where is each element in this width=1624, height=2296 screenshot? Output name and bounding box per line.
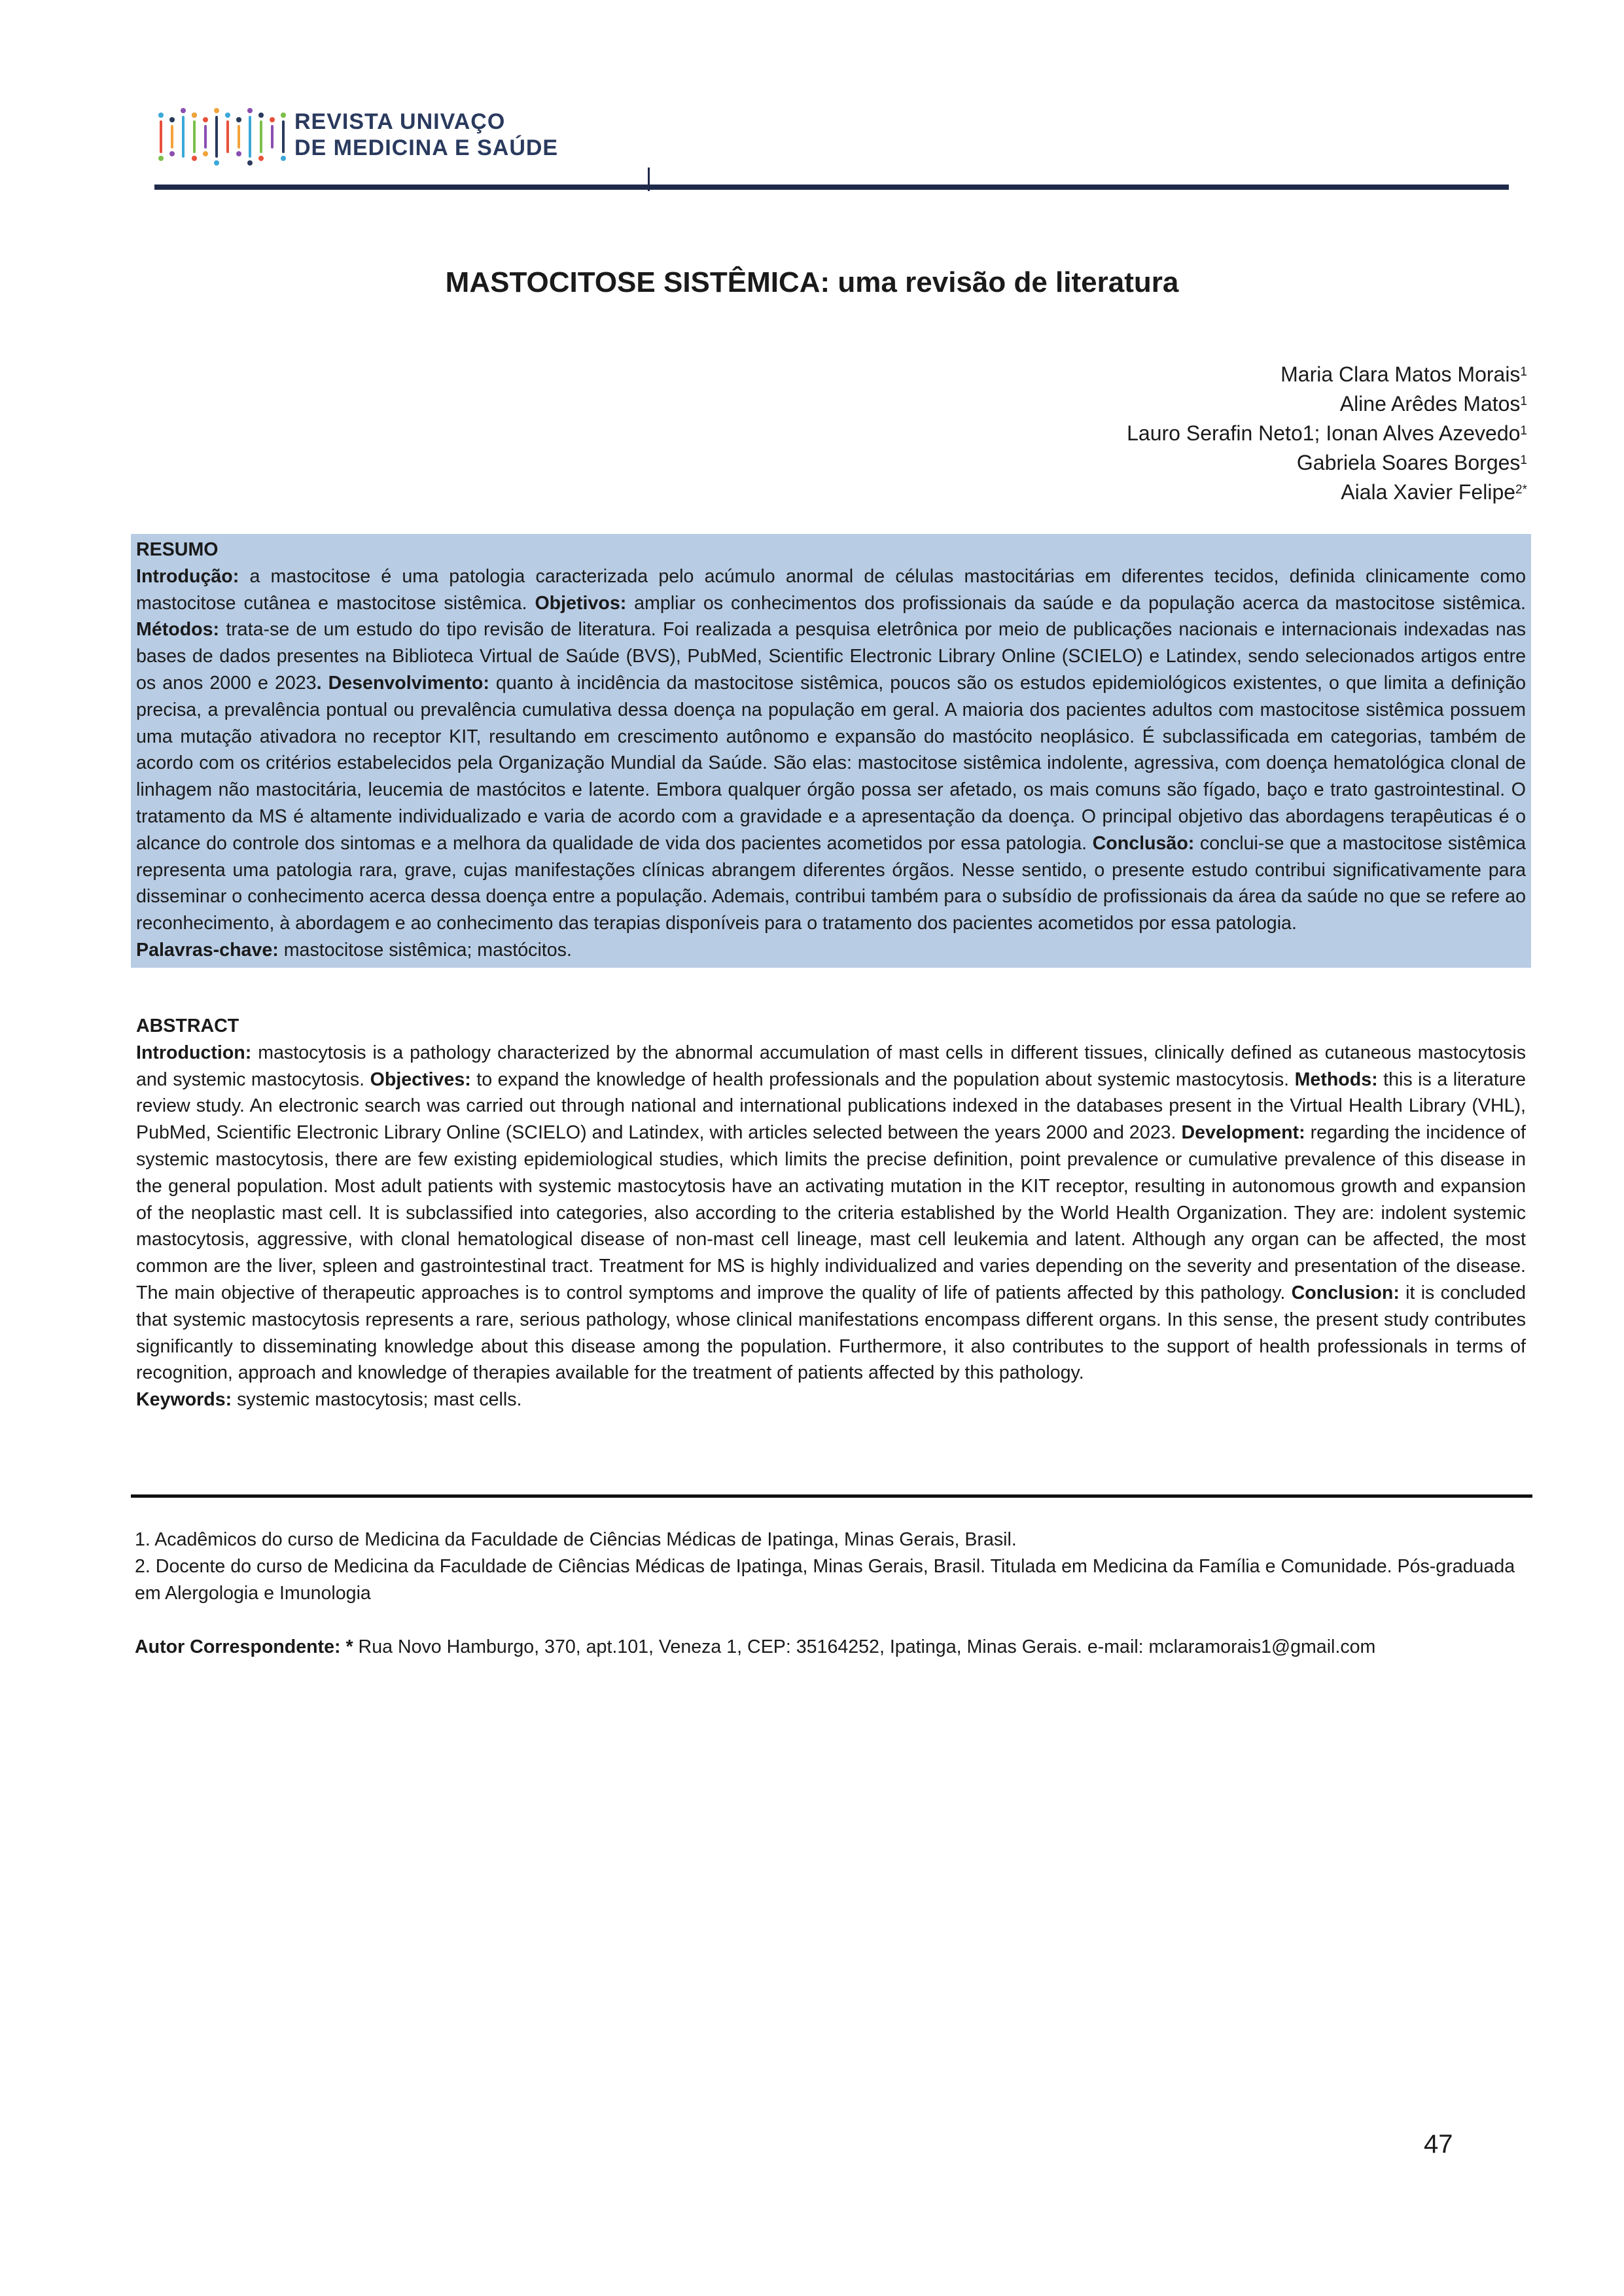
logo-bar xyxy=(160,120,162,153)
logo-bar xyxy=(171,125,173,149)
logo-dot xyxy=(225,113,230,118)
author: Aline Arêdes Matos$^1$ xyxy=(1339,392,1527,415)
journal-name-line1: REVISTA UNIVAÇO xyxy=(294,109,506,134)
logo-dot xyxy=(181,108,186,113)
footnote-rule xyxy=(131,1494,1532,1498)
logo-bar xyxy=(282,120,285,153)
abstract-section xyxy=(131,1013,1531,1413)
abstract-body: Introduction: mastocytosis is a pathology characterized by the abnormal accumulation of mast cells in different tissues, clinically defined as cutaneous mastocytosis and systemic mastocytosis. Objectives: to expand the knowledge of health professionals and the population about systemic mastocytosis. Methods: this is a literature review study. An electronic search was carried out through national and international publications indexed in the databases present in the Virtual Health Library (VHL), PubMed, Scientific Electronic Library Online (SCIELO) and Latindex, with articles selected between the years 2000 and 2023. Development: regarding the incidence of systemic mastocytosis, there are few existing epidemiological studies, which limits the precise definition, point prevalence or cumulative prevalence of this disease in the general population. Most adult patients with systemic mastocytosis have an activating mutation in the KIT receptor, resulting in autonomous growth and expansion of the neoplastic mast cell. It is subclassified into categories, also according to the criteria established by the World Health Organization. They are: indolent systemic mastocytosis, aggressive, with clonal hematological disease of non-mast cell lineage, mast cell leukemia and latent. Although any organ can be affected, the most common are the liver, spleen and gastrointestinal tract. Treatment for MS is highly individualized and varies depending on the severity and presentation of the disease. The main objective of therapeutic approaches is to control symptoms and improve the quality of life of patients affected by this pathology. Conclusion: it is concluded that systemic mastocytosis represents a rare, serious pathology, whose clinical manifestations encompass different organs. In this sense, the present study contributes significantly to disseminating knowledge about this disease among the population. Furthermore, it also contributes to the support of health professionals in terms of recognition, approach and knowledge of therapies available for the treatment of patients affected by this pathology. xyxy=(136,1042,1527,1384)
logo-dot xyxy=(192,113,197,118)
abstract-keywords: Keywords: systemic mastocytosis; mast cells. xyxy=(136,1389,522,1411)
logo-dot xyxy=(281,156,286,161)
logo-dot xyxy=(258,113,264,118)
logo-bar xyxy=(271,125,274,149)
logo-bar xyxy=(249,116,251,158)
logo-dot xyxy=(169,151,175,156)
author: Maria Clara Matos Morais$^1$ xyxy=(1280,362,1527,386)
header-tick xyxy=(648,168,650,191)
logo-bar xyxy=(204,125,207,149)
header-rule xyxy=(154,185,1509,190)
logo-dot xyxy=(258,156,264,161)
logo-dot xyxy=(281,113,286,118)
resumo-keywords: Palavras-chave: mastocitose sistêmica; mastócitos. xyxy=(136,939,572,961)
author: Gabriela Soares Borges$^1$ xyxy=(1296,451,1527,474)
logo-dot xyxy=(214,160,219,166)
logo-bar xyxy=(215,116,218,158)
logo-bar xyxy=(193,120,196,153)
page-number: 47 xyxy=(1424,2130,1453,2159)
logo-bar xyxy=(238,125,240,149)
corresponding-author xyxy=(135,1634,1528,1661)
footnote-1: 1. Acadêmicos do curso de Medicina da Faculdade de Ciências Médicas de Ipatinga, Minas Gerais, Brasil. xyxy=(135,1529,1017,1550)
resumo-box xyxy=(131,534,1531,968)
author-list xyxy=(1127,360,1527,507)
journal-header xyxy=(131,98,1511,203)
author: Aiala Xavier Felipe$^{2*}$ xyxy=(1341,480,1527,504)
logo-dot xyxy=(192,156,197,161)
logo-dot xyxy=(270,117,275,122)
resumo-body: Introdução: a mastocitose é uma patologia caracterizada pelo acúmulo anormal de células mastocitárias em diferentes tecidos, definida clinicamente como mastocitose cutânea e mastocitose sistêmica. Objetivos: ampliar os conhecimentos dos profissionais da saúde e da população acerca da mastocitose sistêmica. Métodos: trata-se de um estudo do tipo revisão de literatura. Foi realizada a pesquisa eletrônica por meio de publicações nacionais e internacionais indexadas nas bases de dados presentes na Biblioteca Virtual de Saúde (BVS), PubMed, Scientific Electronic Library Online (SCIELO) e Latindex, sendo selecionados artigos entre os anos 2000 e 2023. Desenvolvimento: quanto à incidência da mastocitose sistêmica, poucos são os estudos epidemiológicos existentes, o que limita a definição precisa, a prevalência pontual ou prevalência cumulativa dessa doença na população em geral. A maioria dos pacientes adultos com mastocitose sistêmica possuem uma mutação ativadora no receptor KIT, resultando em crescimento autônomo e expansão do mastócito neoplásico. É subclassificada em categorias, também de acordo com os critérios estabelecidos pela Organização Mundial da Saúde. São elas: mastocitose sistêmica indolente, agressiva, com doença hematológica clonal de linhagem não mastocitária, leucemia de mastócitos e latente. Embora qualquer órgão possa ser afetado, os mais comuns são fígado, baço e trato gastrointestinal. O tratamento da MS é altamente individualizado e varia de acordo com a gravidade e a apresentação da doença. O principal objetivo das abordagens terapêuticas é o alcance do controle dos sintomas e a melhora da qualidade de vida dos pacientes acometidos por essa patologia. Conclusão: conclui-se que a mastocitose sistêmica representa uma patologia rara, grave, cujas manifestações clínicas abrangem diferentes órgãos. Nesse sentido, o presente estudo contribui significativamente para disseminar o conhecimento acerca dessa doença entre a população. Ademais, contribui também para o subsídio de profissionais da área da saúde no que se refere ao reconhecimento, à abordagem e ao conhecimento das terapias disponíveis para o tratamento dos pacientes acometidos por essa patologia. xyxy=(136,565,1526,934)
logo-dot xyxy=(247,160,253,166)
logo-dot xyxy=(214,108,219,113)
logo-dot xyxy=(169,117,175,122)
logo-dot xyxy=(158,113,164,118)
logo-bar xyxy=(260,120,262,153)
footnote-2: 2. Docente do curso de Medicina da Faculdade de Ciências Médicas de Ipatinga, Minas Gerais, Brasil. Titulada em Medicina da Família e Comunidade. Pós-graduada em Alergologia e Imunologia xyxy=(135,1556,1515,1604)
article-title: MASTOCITOSE SISTÊMICA: uma revisão de literatura xyxy=(445,266,1179,298)
logo-dot xyxy=(247,108,253,113)
logo-bar xyxy=(182,116,185,158)
logo-dot xyxy=(236,151,241,156)
logo-dot xyxy=(203,151,208,156)
corresponding-text: Rua Novo Hamburgo, 370, apt.101, Veneza 1, CEP: 35164252, Ipatinga, Minas Gerais. e-mail: mclaramorais1@gmail.com xyxy=(353,1636,1376,1657)
author: Lauro Serafin Neto1; Ionan Alves Azevedo$^1$ xyxy=(1127,421,1527,445)
logo-dot xyxy=(236,117,241,122)
logo-dot xyxy=(158,156,164,161)
journal-name xyxy=(294,109,558,161)
logo-dot xyxy=(203,117,208,122)
journal-name-line2: DE MEDICINA E SAÚDE xyxy=(294,135,559,160)
corresponding-label: Autor Correspondente: * xyxy=(135,1636,353,1657)
resumo-heading: RESUMO xyxy=(136,539,219,560)
abstract-heading: ABSTRACT xyxy=(136,1016,239,1036)
footnotes xyxy=(135,1527,1528,1607)
logo-bar xyxy=(226,120,229,153)
